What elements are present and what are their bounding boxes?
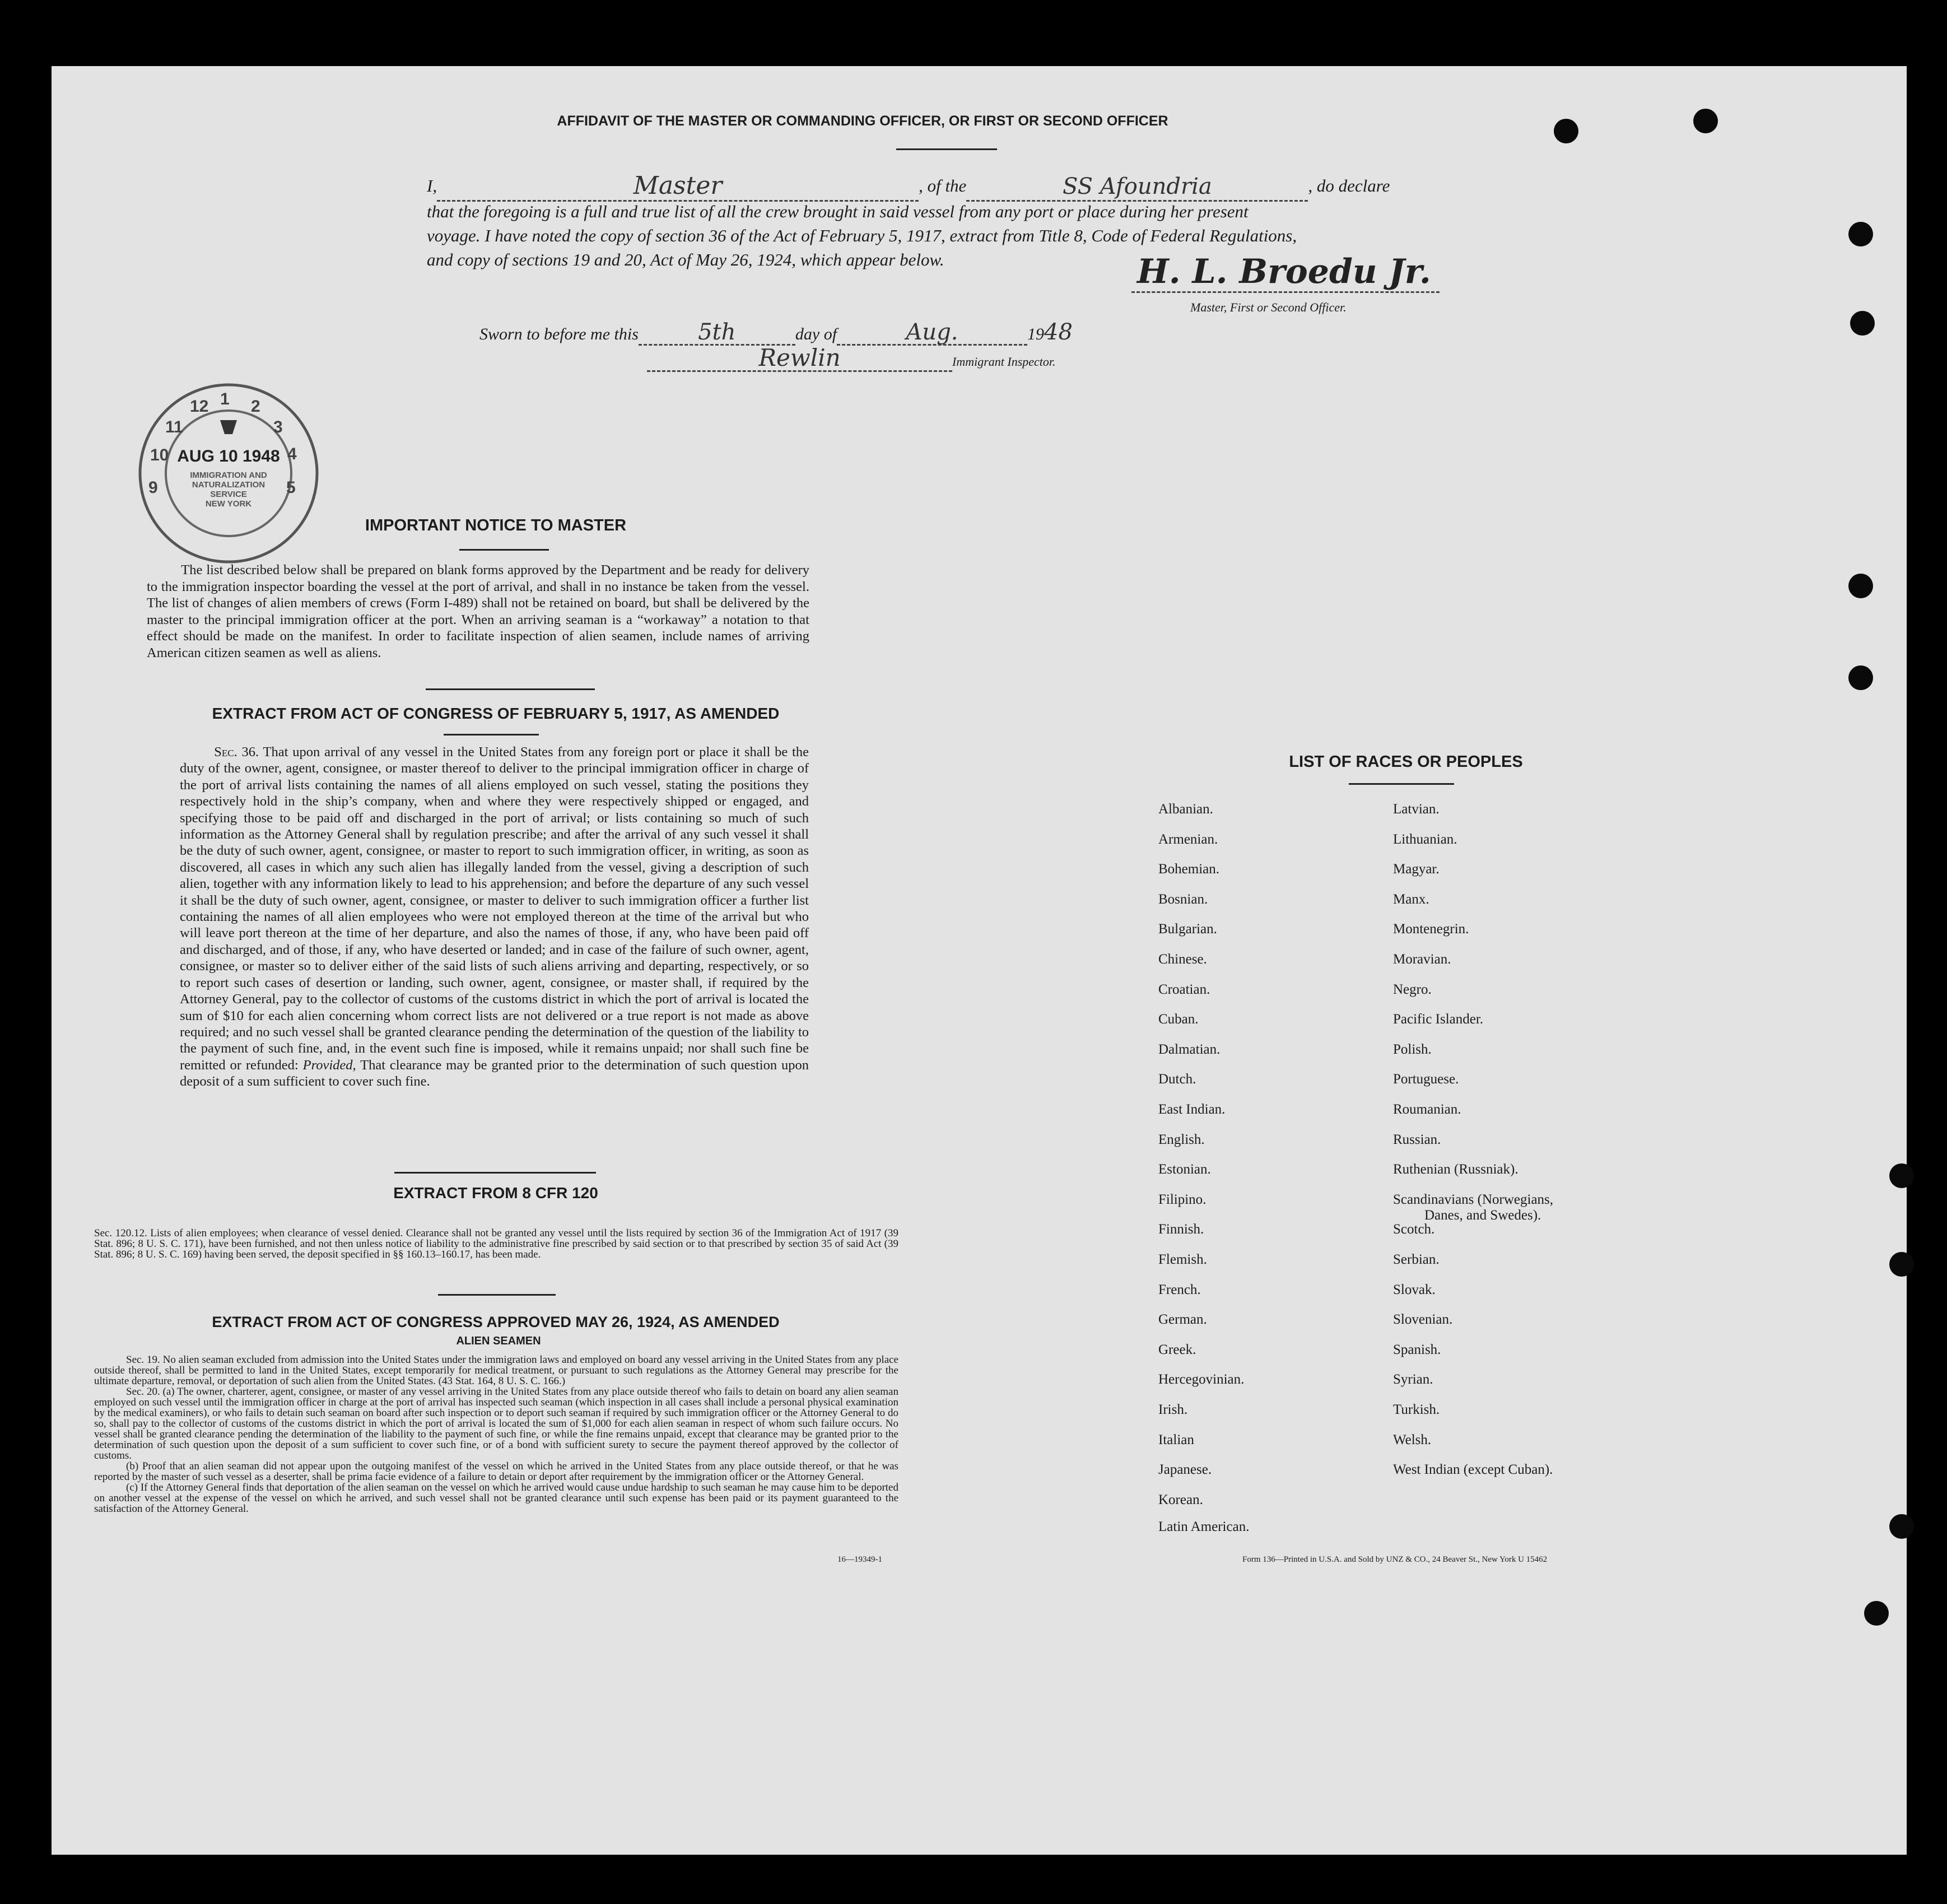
- punch-hole-icon: [1850, 311, 1875, 336]
- race-item: Italian: [1158, 1432, 1194, 1447]
- race-item: Montenegrin.: [1393, 921, 1469, 937]
- stamp-date: AUG 10 1948: [177, 447, 280, 465]
- master-signature: H. L. Broedu Jr.: [1137, 252, 1431, 291]
- race-item: Hercegovinian.: [1158, 1372, 1245, 1388]
- punch-hole-icon: [1848, 574, 1873, 598]
- extract-1924-subheading: ALIEN SEAMEN: [456, 1335, 541, 1347]
- sworn-month-handwriting: Aug.: [906, 319, 958, 345]
- races-heading: LIST OF RACES OR PEOPLES: [1289, 753, 1523, 771]
- race-item: Ruthenian (Russniak).: [1393, 1162, 1519, 1177]
- race-item: Greek.: [1158, 1342, 1196, 1357]
- stamp-line-2: NATURALIZATION: [192, 480, 266, 490]
- affidavit-title: AFFIDAVIT OF THE MASTER OR COMMANDING OFFICER, OR FIRST OR SECOND OFFICER: [557, 113, 1168, 129]
- race-item: Moravian.: [1393, 952, 1451, 967]
- declaration-of-the: , of the: [919, 176, 967, 195]
- race-item: Estonian.: [1158, 1162, 1211, 1177]
- race-item: Serbian.: [1393, 1252, 1440, 1267]
- sec-20a-text: Sec. 20. (a) The owner, charterer, agent, consignee, or master of any vessel arriving in the United States from any place outside thereof who fails to detain on board any alien seaman employed on such vessel until the immigration officer in charge at the port of arrival has inspected such seaman (which inspection in all cases shall include a personal physical examination by the medical examiners), or who fails to detain such seaman on board after such inspection or to deport such seaman if required by such immigration officer or the Attorney General to do so, shall pay to the collector of customs of the customs district in which the port of arrival is located the sum of $1,000 for each alien seaman in respect of whom such failure occurs. No vessel shall be granted clearance pending the determination of the liability to the payment of such fine, or while the fine remains unpaid, except that clearance may be granted prior to the determination of such question upon the deposit of a sum sufficient to cover such fine, or of a bond with sufficient surety to secure the payment thereof approved by the collector of customs.: [94, 1386, 898, 1461]
- race-item: Magyar.: [1393, 862, 1440, 877]
- punch-hole-icon: [1889, 1514, 1914, 1539]
- form-number: 16—19349-1: [837, 1555, 882, 1564]
- race-item: Filipino.: [1158, 1191, 1207, 1207]
- race-item: English.: [1158, 1132, 1205, 1147]
- inspector-caption: Immigrant Inspector.: [952, 355, 1056, 369]
- extract-1917-body: [180, 744, 809, 1090]
- declaration-line-4: and copy of sections 19 and 20, Act of May 26, 1924, which appear below.: [427, 250, 944, 269]
- divider: [444, 734, 539, 735]
- divider: [1349, 783, 1454, 785]
- race-item: Russian.: [1393, 1132, 1441, 1147]
- sec-36-tail: That clearance may be granted prior to the determination of such question upon deposit of a sum sufficient to cover such fine.: [180, 1057, 809, 1090]
- race-item: Roumanian.: [1393, 1102, 1461, 1117]
- race-item: Polish.: [1393, 1041, 1432, 1057]
- race-item: West Indian (except Cuban).: [1393, 1462, 1553, 1478]
- race-item: Syrian.: [1393, 1372, 1433, 1388]
- sec-36-label: Sec. 36.: [214, 744, 259, 760]
- race-item: Korean.: [1158, 1492, 1203, 1507]
- svg-text:3: 3: [273, 418, 283, 436]
- provided-label: Provided,: [302, 1057, 356, 1073]
- sworn-day-handwriting: 5th: [698, 319, 736, 345]
- race-item: Bosnian.: [1158, 891, 1208, 907]
- declaration-i: I,: [427, 176, 437, 195]
- inspector-signature: Rewlin: [758, 344, 841, 371]
- svg-text:10: 10: [150, 446, 169, 464]
- race-item: Croatian.: [1158, 981, 1210, 997]
- stamp-line-3: SERVICE: [210, 490, 247, 499]
- race-item: Bohemian.: [1158, 862, 1220, 877]
- svg-text:4: 4: [287, 445, 297, 463]
- race-item: Turkish.: [1393, 1402, 1440, 1417]
- stamp-text: [170, 471, 287, 509]
- sec-20c-text: (c) If the Attorney General finds that deportation of the alien seaman on the vessel on which he arrived would cause undue hardship to such seaman he may cause him to be deported on another vessel at the expense of the vessel on which he arrived, and such vessel shall not be granted clearance until such expense has been paid or its payment guaranteed to the satisfaction of the Attorney General.: [94, 1482, 898, 1515]
- sworn-prefix: Sworn to before me this: [479, 325, 639, 343]
- punch-hole-icon: [1848, 222, 1873, 246]
- svg-text:11: 11: [165, 418, 183, 436]
- race-item: Slovak.: [1393, 1282, 1436, 1297]
- inspector-line: [647, 344, 1056, 372]
- race-item: Flemish.: [1158, 1252, 1207, 1267]
- punch-hole-icon: [1889, 1163, 1914, 1188]
- svg-text:2: 2: [251, 397, 260, 416]
- race-item: French.: [1158, 1282, 1201, 1297]
- divider: [438, 1294, 556, 1296]
- extract-1924-body: [94, 1354, 898, 1514]
- race-item: Scandinavians (Norwegians,: [1393, 1191, 1554, 1207]
- year-prefix: 19: [1027, 325, 1045, 343]
- race-item: Negro.: [1393, 981, 1432, 997]
- punch-hole-icon: [1693, 109, 1718, 133]
- svg-text:9: 9: [148, 478, 158, 497]
- race-item: Finnish.: [1158, 1222, 1204, 1237]
- divider: [459, 549, 549, 551]
- cfr-body: Sec. 120.12. Lists of alien employees; when clearance of vessel denied. Clearance shall not be granted any vessel until the lists required by section 36 of the Immigration Act of 1917 (39 Stat. 896; 8 U. S. C. 171), have been furnished, and not then unless notice of liability to the administrative fine prescribed by said section or to that prescribed by section 35 of said Act (39 Stat. 896; 8 U. S. C. 169) having been served, the deposit specified in §§ 160.13–160.17, has been made.: [94, 1227, 898, 1260]
- punch-hole-icon: [1889, 1252, 1914, 1277]
- signature-caption: Master, First or Second Officer.: [1190, 300, 1347, 314]
- extract-1924-heading: EXTRACT FROM ACT OF CONGRESS APPROVED MAY 26, 1924, AS AMENDED: [212, 1314, 780, 1330]
- race-item: German.: [1158, 1312, 1207, 1328]
- stamp-line-4: NEW YORK: [205, 499, 252, 509]
- extract-1917-heading: EXTRACT FROM ACT OF CONGRESS OF FEBRUARY 5, 1917, AS AMENDED: [212, 705, 780, 722]
- svg-text:1: 1: [220, 390, 230, 408]
- immigration-stamp: [136, 381, 321, 566]
- sec-36-text: That upon arrival of any vessel in the United States from any foreign port or place it shall be the duty of the owner, agent, consignee, or master thereof to deliver to the principal immigration officer in charge of the port of arrival lists containing the names of all aliens employed on such vessel, stating the positions they respectively hold in the ship’s company, when and where they were respectively shipped or engaged, and specifying those to be paid off and discharged in the port of arrival; or lists containing so much of such information as the Attorney General shall by regulation prescribe; and after the arrival of any such vessel it shall be the duty of such owner, agent, consignee, or master to report to such immigration officer, in writing, as soon as discovered, all cases in which any such alien has illegally landed from the vessel, giving a description of such alien, together with any information likely to lead to his apprehension; and before the departure of any such vessel it shall be the duty of such owner, agent, consignee, or master to deliver to such immigration officer a further list containing the names of all alien employees who were not employed thereon at the time of the arrival but who will leave port thereon at the time of her departure, and also the names of those, if any, who have been paid off and discharged, and of those, if any, who have deserted or landed; and in case of the failure of such owner, agent, consignee, or master so to deliver either of the said lists of such aliens arriving and departing, respectively, or so to report such cases of desertion or landing, such owner, agent, consignee, or master shall, if required by the Attorney General, pay to the collector of customs of the customs district in which the port of arrival is located the sum of $10 for each alien concerning whom correct lists are not delivered or a true report is not made as above required; and no such vessel shall be granted clearance pending the determination of the question of the liability to the payment of such fine, and, in the event such fine is imposed, while it remains unpaid; nor shall such fine be remitted or refunded:: [180, 744, 809, 1073]
- race-item: Armenian.: [1158, 831, 1218, 847]
- race-item: Japanese.: [1158, 1462, 1212, 1478]
- race-item: East Indian.: [1158, 1102, 1226, 1117]
- cfr-heading: EXTRACT FROM 8 CFR 120: [393, 1184, 598, 1202]
- declaration-do-declare: , do declare: [1308, 176, 1390, 195]
- printer-footer: Form 136—Printed in U.S.A. and Sold by UNZ & CO., 24 Beaver St., New York U 15462: [1242, 1555, 1548, 1564]
- race-item: Portuguese.: [1393, 1072, 1459, 1087]
- sworn-line: [479, 319, 1073, 346]
- race-item: Cuban.: [1158, 1012, 1199, 1027]
- punch-hole-icon: [1848, 665, 1873, 690]
- race-item: Slovenian.: [1393, 1312, 1453, 1328]
- race-item: Scotch.: [1393, 1222, 1435, 1237]
- sec-19-text: Sec. 19. No alien seaman excluded from admission into the United States under the immigration laws and employed on board any vessel arriving in the United States from any place outside thereof, shall be permitted to land in the United States, except temporarily for medical treatment, or pursuant to such regulations as the Attorney General may prescribe for the ultimate departure, removal, or deportation of such alien from the United States. (43 Stat. 164, 8 U. S. C. 166.): [94, 1354, 898, 1387]
- svg-text:5: 5: [286, 478, 296, 497]
- punch-hole-icon: [1554, 119, 1578, 143]
- stamp-line-1: IMMIGRATION AND: [190, 471, 267, 480]
- day-of-label: day of: [795, 325, 837, 343]
- race-item: Lithuanian.: [1393, 831, 1457, 847]
- declaration-line-3: voyage. I have noted the copy of section 36 of the Act of February 5, 1917, extract from Title 8, Code of Federal Regulations,: [427, 226, 1297, 245]
- notice-heading: IMPORTANT NOTICE TO MASTER: [365, 516, 627, 534]
- divider: [896, 148, 997, 150]
- race-item: Dalmatian.: [1158, 1041, 1221, 1057]
- divider: [426, 688, 595, 690]
- race-item: Dutch.: [1158, 1072, 1196, 1087]
- race-item: Welsh.: [1393, 1432, 1432, 1447]
- race-item: Danes, and Swedes).: [1424, 1207, 1541, 1223]
- race-item: Latvian.: [1393, 802, 1440, 817]
- race-item: Chinese.: [1158, 952, 1207, 967]
- sec-20b-text: (b) Proof that an alien seaman did not appear upon the outgoing manifest of the vessel on which he arrived in the United States from any place outside thereof, or that he was reported by the master of such vessel as a deserter, shall be prima facie evidence of a failure to detain or deport after requirement by the immigration officer or the Attorney General.: [94, 1460, 898, 1483]
- race-item: Irish.: [1158, 1402, 1188, 1417]
- race-item: Manx.: [1393, 891, 1429, 907]
- divider: [394, 1172, 596, 1174]
- race-item: Spanish.: [1393, 1342, 1441, 1357]
- vessel-handwriting: SS Afoundria: [1062, 174, 1212, 199]
- signature-line: [1131, 291, 1440, 293]
- year-handwriting: 48: [1044, 319, 1073, 345]
- race-item: Pacific Islander.: [1393, 1012, 1484, 1027]
- notice-body: The list described below shall be prepared on blank forms approved by the Department and be ready for delivery to the immigration inspector boarding the vessel at the port of arrival, and shall in no instance be taken from the vessel. The list of changes of alien members of crews (Form I-489) shall not be retained on board, but shall be delivered by the master to the principal immigration officer at the port. When an arriving seaman is a “workaway” a notation to that effect should be made on the manifest. In order to facilitate inspection of alien seamen, include names of arriving American citizen seamen as well as aliens.: [147, 562, 809, 660]
- svg-text:12: 12: [190, 397, 209, 416]
- race-item: Latin American.: [1158, 1519, 1250, 1534]
- race-item: Bulgarian.: [1158, 921, 1217, 937]
- race-item: Albanian.: [1158, 802, 1213, 817]
- punch-hole-icon: [1864, 1601, 1889, 1626]
- rank-handwriting: Master: [633, 171, 723, 200]
- declaration-line-2: that the foregoing is a full and true list of all the crew brought in said vessel from any port or place during her present: [427, 202, 1249, 221]
